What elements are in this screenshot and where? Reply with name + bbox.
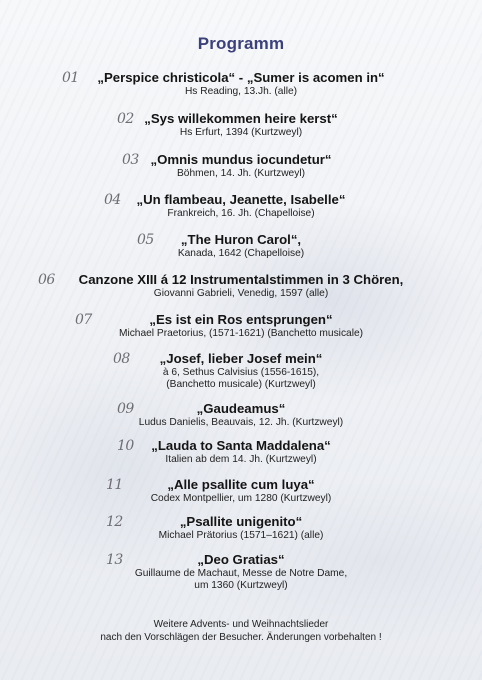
piece-title: „Es ist ein Ros entsprungen“ — [149, 312, 333, 327]
piece-title: „Psallite unigenito“ — [179, 514, 303, 529]
piece-info: Hs Erfurt, 1394 (Kurtzweyl) — [179, 127, 303, 138]
item-number: 02 — [117, 111, 134, 127]
item-number: 12 — [106, 514, 123, 530]
item-number: 08 — [113, 351, 130, 367]
piece-info: Michael Praetorius, (1571-1621) (Banchetto musicale) — [118, 328, 364, 339]
item-number: 11 — [106, 477, 123, 493]
footer-note-line-2: nach den Vorschlägen der Besucher. Änderungen vorbehalten ! — [100, 632, 382, 643]
piece-info: um 1360 (Kurtzweyl) — [194, 580, 288, 591]
item-number: 04 — [104, 192, 121, 208]
item-number: 03 — [122, 152, 139, 168]
piece-info: Kanada, 1642 (Chapelloise) — [177, 248, 305, 259]
piece-title: „Perspice christicola“ - „Sumer is acomen in“ — [97, 70, 385, 85]
item-number: 06 — [38, 272, 55, 288]
piece-info: à 6, Sethus Calvisius (1556-1615), — [162, 367, 320, 378]
item-number: 07 — [75, 312, 92, 328]
piece-info: Codex Montpellier, um 1280 (Kurtzweyl) — [150, 493, 332, 504]
piece-info: Böhmen, 14. Jh. (Kurtzweyl) — [177, 168, 305, 179]
piece-title: „Lauda to Santa Maddalena“ — [151, 438, 331, 453]
piece-title: „Omnis mundus iocundetur“ — [150, 152, 332, 167]
footer-note-line-1: Weitere Advents- und Weihnachtslieder — [153, 619, 329, 630]
item-number: 09 — [117, 401, 134, 417]
piece-info: Italien ab dem 14. Jh. (Kurtzweyl) — [165, 454, 317, 465]
piece-title: „Deo Gratias“ — [197, 552, 285, 567]
item-number: 01 — [62, 70, 79, 86]
piece-info: Michael Prätorius (1571–1621) (alle) — [158, 530, 324, 541]
piece-title: „Un flambeau, Jeanette, Isabelle“ — [136, 192, 346, 207]
piece-info: Giovanni Gabrieli, Venedig, 1597 (alle) — [153, 288, 329, 299]
piece-info: Ludus Danielis, Beauvais, 12. Jh. (Kurtzweyl) — [138, 417, 344, 428]
piece-title: „Gaudeamus“ — [196, 401, 286, 416]
piece-title: „Sys willekommen heire kerst“ — [144, 111, 338, 126]
piece-info: Frankreich, 16. Jh. (Chapelloise) — [167, 208, 315, 219]
piece-title: „Josef, lieber Josef mein“ — [159, 351, 323, 366]
piece-title: „Alle psallite cum luya“ — [167, 477, 315, 492]
piece-info: (Banchetto musicale) (Kurtzweyl) — [166, 379, 316, 390]
piece-info: Guillaume de Machaut, Messe de Notre Dame, — [134, 568, 348, 579]
piece-title: Canzone XIII á 12 Instrumentalstimmen in 3 Chören, — [78, 272, 404, 287]
item-number: 05 — [137, 232, 154, 248]
piece-title: „The Huron Carol“, — [180, 232, 302, 247]
item-number: 13 — [106, 552, 123, 568]
page-title: Programm — [197, 34, 285, 53]
piece-info: Hs Reading, 13.Jh. (alle) — [184, 86, 298, 97]
item-number: 10 — [117, 438, 134, 454]
